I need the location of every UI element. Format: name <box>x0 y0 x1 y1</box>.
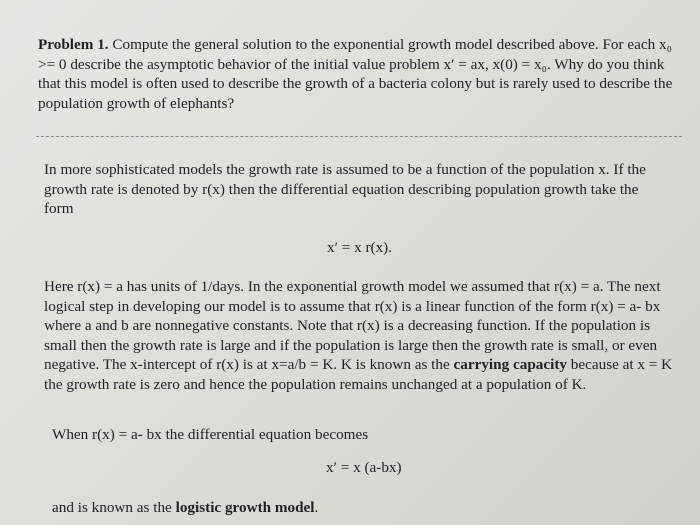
equation-growth-rate: x′ = x r(x). <box>327 239 393 256</box>
intro-paragraph: In more sophisticated models the growth rate is assumed to be a function of the population x. If the growth rate is denoted by r(x) then the differential equation describing population growth take the form <box>44 161 646 217</box>
body-paragraph <box>44 277 674 394</box>
carrying-capacity-term: carrying capacity <box>453 356 567 373</box>
problem-paragraph <box>38 35 678 113</box>
closing-line <box>52 498 652 518</box>
logistic-growth-model-term: logistic growth model <box>175 499 315 516</box>
body-text-end: because at x = K the growth rate is zero and hence the population remains unchanged at a population of K. <box>44 356 673 393</box>
body-text-start: Here r(x) = a has units of 1/days. In the exponential growth model we assumed that r(x) = a. The next logical step in developing our model is to assume that r(x) is a linear function of the form r(x) = a- bx where a and b are nonnegative constants. Note that r(x) is a decreasing function. If the population is small then the growth rate is large and if the population is large then the growth rate is small, or even negative. The x-intercept of r(x) is at x=a/b = K. K is known as the <box>44 278 661 373</box>
when-line: When r(x) = a- bx the differential equation becomes <box>52 426 369 443</box>
problem-text: Compute the general solution to the exponential growth model described above. For each x₀ >= 0 describe the asymptotic behavior of the initial value problem x′ = ax, x(0) = x₀. Why do you think that this model is often used to describe the growth of a bacteria colony but is rarely used to describe the population growth of elephants? <box>38 36 673 112</box>
problem-label: Problem 1. <box>38 36 109 53</box>
closing-text-start: and is known as the <box>52 499 176 516</box>
closing-text-end: . <box>314 499 319 516</box>
section-divider <box>36 136 682 137</box>
equation-logistic: x′ = x (a-bx) <box>326 459 402 476</box>
